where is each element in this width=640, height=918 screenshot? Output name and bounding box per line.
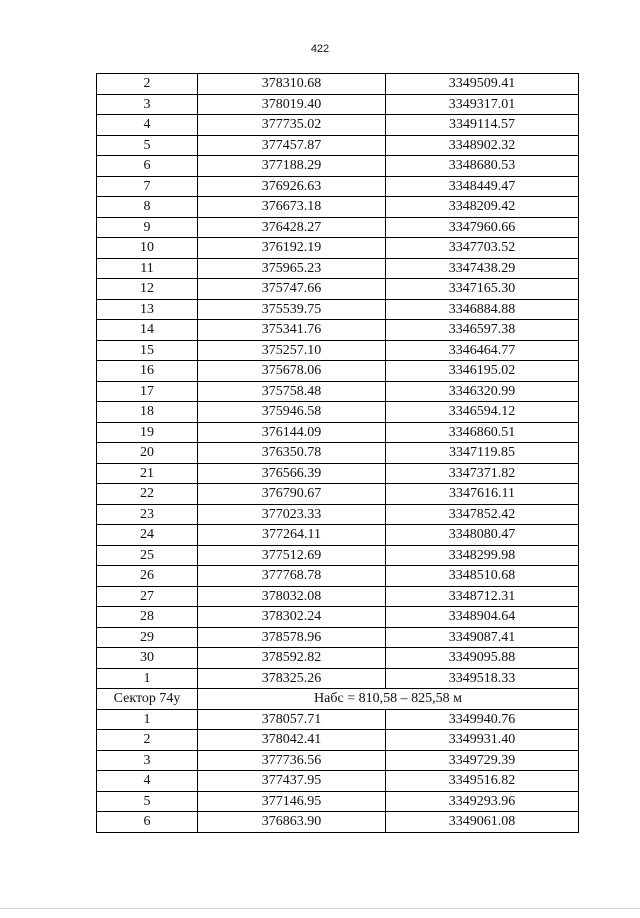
x-coordinate-cell: 377023.33 <box>198 504 386 525</box>
point-number-cell: 9 <box>97 217 198 238</box>
x-coordinate-cell: 376428.27 <box>198 217 386 238</box>
point-number-cell: 30 <box>97 648 198 669</box>
point-number-cell: 24 <box>97 525 198 546</box>
x-coordinate-cell: 375758.48 <box>198 381 386 402</box>
point-number-cell: 18 <box>97 402 198 423</box>
point-number-cell: 27 <box>97 586 198 607</box>
table-row <box>97 771 579 792</box>
x-coordinate-cell: 378042.41 <box>198 730 386 751</box>
x-coordinate-cell: 378302.24 <box>198 607 386 628</box>
point-number-cell: 1 <box>97 668 198 689</box>
x-coordinate-cell: 376790.67 <box>198 484 386 505</box>
sector-elevation-range: Набс = 810,58 – 825,58 м <box>198 689 579 710</box>
table-row <box>97 238 579 259</box>
table-row <box>97 525 579 546</box>
y-coordinate-cell: 3349114.57 <box>386 115 579 136</box>
table-row <box>97 463 579 484</box>
x-coordinate-cell: 376192.19 <box>198 238 386 259</box>
y-coordinate-cell: 3346195.02 <box>386 361 579 382</box>
x-coordinate-cell: 378325.26 <box>198 668 386 689</box>
y-coordinate-cell: 3347852.42 <box>386 504 579 525</box>
table-row <box>97 648 579 669</box>
table-row <box>97 402 579 423</box>
table-row <box>97 586 579 607</box>
y-coordinate-cell: 3349518.33 <box>386 668 579 689</box>
x-coordinate-cell: 377457.87 <box>198 135 386 156</box>
point-number-cell: 1 <box>97 709 198 730</box>
point-number-cell: 23 <box>97 504 198 525</box>
y-coordinate-cell: 3348299.98 <box>386 545 579 566</box>
x-coordinate-cell: 375965.23 <box>198 258 386 279</box>
point-number-cell: 4 <box>97 771 198 792</box>
coordinates-table-body <box>97 74 579 833</box>
x-coordinate-cell: 378057.71 <box>198 709 386 730</box>
y-coordinate-cell: 3349087.41 <box>386 627 579 648</box>
point-number-cell: 12 <box>97 279 198 300</box>
sector-header-row <box>97 689 579 710</box>
y-coordinate-cell: 3347438.29 <box>386 258 579 279</box>
x-coordinate-cell: 378310.68 <box>198 74 386 95</box>
x-coordinate-cell: 378019.40 <box>198 94 386 115</box>
x-coordinate-cell: 378578.96 <box>198 627 386 648</box>
point-number-cell: 14 <box>97 320 198 341</box>
y-coordinate-cell: 3348080.47 <box>386 525 579 546</box>
y-coordinate-cell: 3346860.51 <box>386 422 579 443</box>
y-coordinate-cell: 3347616.11 <box>386 484 579 505</box>
table-row <box>97 566 579 587</box>
x-coordinate-cell: 377146.95 <box>198 791 386 812</box>
page-number: 422 <box>310 43 330 55</box>
table-row <box>97 422 579 443</box>
y-coordinate-cell: 3349293.96 <box>386 791 579 812</box>
point-number-cell: 10 <box>97 238 198 259</box>
y-coordinate-cell: 3347371.82 <box>386 463 579 484</box>
y-coordinate-cell: 3348712.31 <box>386 586 579 607</box>
point-number-cell: 7 <box>97 176 198 197</box>
table-row <box>97 668 579 689</box>
y-coordinate-cell: 3347165.30 <box>386 279 579 300</box>
point-number-cell: 22 <box>97 484 198 505</box>
point-number-cell: 5 <box>97 791 198 812</box>
x-coordinate-cell: 376566.39 <box>198 463 386 484</box>
point-number-cell: 2 <box>97 730 198 751</box>
table-row <box>97 607 579 628</box>
y-coordinate-cell: 3348449.47 <box>386 176 579 197</box>
y-coordinate-cell: 3346320.99 <box>386 381 579 402</box>
x-coordinate-cell: 375747.66 <box>198 279 386 300</box>
y-coordinate-cell: 3348680.53 <box>386 156 579 177</box>
x-coordinate-cell: 376673.18 <box>198 197 386 218</box>
point-number-cell: 4 <box>97 115 198 136</box>
point-number-cell: 3 <box>97 94 198 115</box>
table-row <box>97 627 579 648</box>
table-row <box>97 709 579 730</box>
y-coordinate-cell: 3347119.85 <box>386 443 579 464</box>
table-row <box>97 258 579 279</box>
table-row <box>97 361 579 382</box>
y-coordinate-cell: 3349095.88 <box>386 648 579 669</box>
table-row <box>97 197 579 218</box>
x-coordinate-cell: 375946.58 <box>198 402 386 423</box>
table-row <box>97 812 579 833</box>
point-number-cell: 13 <box>97 299 198 320</box>
x-coordinate-cell: 377736.56 <box>198 750 386 771</box>
table-row <box>97 156 579 177</box>
x-coordinate-cell: 375539.75 <box>198 299 386 320</box>
point-number-cell: 6 <box>97 156 198 177</box>
sector-label: Сектор 74у <box>97 689 198 710</box>
point-number-cell: 5 <box>97 135 198 156</box>
table-row <box>97 791 579 812</box>
table-row <box>97 443 579 464</box>
point-number-cell: 15 <box>97 340 198 361</box>
x-coordinate-cell: 377512.69 <box>198 545 386 566</box>
table-row <box>97 340 579 361</box>
y-coordinate-cell: 3349940.76 <box>386 709 579 730</box>
point-number-cell: 20 <box>97 443 198 464</box>
y-coordinate-cell: 3347960.66 <box>386 217 579 238</box>
y-coordinate-cell: 3346594.12 <box>386 402 579 423</box>
table-row <box>97 750 579 771</box>
y-coordinate-cell: 3349317.01 <box>386 94 579 115</box>
point-number-cell: 8 <box>97 197 198 218</box>
y-coordinate-cell: 3346597.38 <box>386 320 579 341</box>
point-number-cell: 2 <box>97 74 198 95</box>
table-row <box>97 484 579 505</box>
y-coordinate-cell: 3349729.39 <box>386 750 579 771</box>
table-row <box>97 135 579 156</box>
table-row <box>97 320 579 341</box>
x-coordinate-cell: 377437.95 <box>198 771 386 792</box>
point-number-cell: 11 <box>97 258 198 279</box>
point-number-cell: 26 <box>97 566 198 587</box>
x-coordinate-cell: 377188.29 <box>198 156 386 177</box>
table-row <box>97 730 579 751</box>
x-coordinate-cell: 375257.10 <box>198 340 386 361</box>
y-coordinate-cell: 3348510.68 <box>386 566 579 587</box>
table-row <box>97 279 579 300</box>
y-coordinate-cell: 3348209.42 <box>386 197 579 218</box>
table-row <box>97 74 579 95</box>
table-row <box>97 115 579 136</box>
table-row <box>97 504 579 525</box>
y-coordinate-cell: 3347703.52 <box>386 238 579 259</box>
table-row <box>97 545 579 566</box>
x-coordinate-cell: 376863.90 <box>198 812 386 833</box>
y-coordinate-cell: 3348904.64 <box>386 607 579 628</box>
x-coordinate-cell: 376926.63 <box>198 176 386 197</box>
x-coordinate-cell: 375678.06 <box>198 361 386 382</box>
point-number-cell: 29 <box>97 627 198 648</box>
point-number-cell: 16 <box>97 361 198 382</box>
table-row <box>97 94 579 115</box>
table-row <box>97 381 579 402</box>
x-coordinate-cell: 377768.78 <box>198 566 386 587</box>
x-coordinate-cell: 376350.78 <box>198 443 386 464</box>
x-coordinate-cell: 375341.76 <box>198 320 386 341</box>
point-number-cell: 17 <box>97 381 198 402</box>
table-row <box>97 299 579 320</box>
y-coordinate-cell: 3346884.88 <box>386 299 579 320</box>
x-coordinate-cell: 377735.02 <box>198 115 386 136</box>
y-coordinate-cell: 3349516.82 <box>386 771 579 792</box>
point-number-cell: 21 <box>97 463 198 484</box>
x-coordinate-cell: 377264.11 <box>198 525 386 546</box>
table-row <box>97 176 579 197</box>
point-number-cell: 28 <box>97 607 198 628</box>
bottom-edge-line <box>0 908 640 909</box>
x-coordinate-cell: 376144.09 <box>198 422 386 443</box>
point-number-cell: 6 <box>97 812 198 833</box>
y-coordinate-cell: 3349509.41 <box>386 74 579 95</box>
point-number-cell: 19 <box>97 422 198 443</box>
y-coordinate-cell: 3346464.77 <box>386 340 579 361</box>
table-row <box>97 217 579 238</box>
y-coordinate-cell: 3349061.08 <box>386 812 579 833</box>
x-coordinate-cell: 378592.82 <box>198 648 386 669</box>
y-coordinate-cell: 3349931.40 <box>386 730 579 751</box>
y-coordinate-cell: 3348902.32 <box>386 135 579 156</box>
x-coordinate-cell: 378032.08 <box>198 586 386 607</box>
point-number-cell: 25 <box>97 545 198 566</box>
point-number-cell: 3 <box>97 750 198 771</box>
coordinates-table <box>96 73 579 833</box>
